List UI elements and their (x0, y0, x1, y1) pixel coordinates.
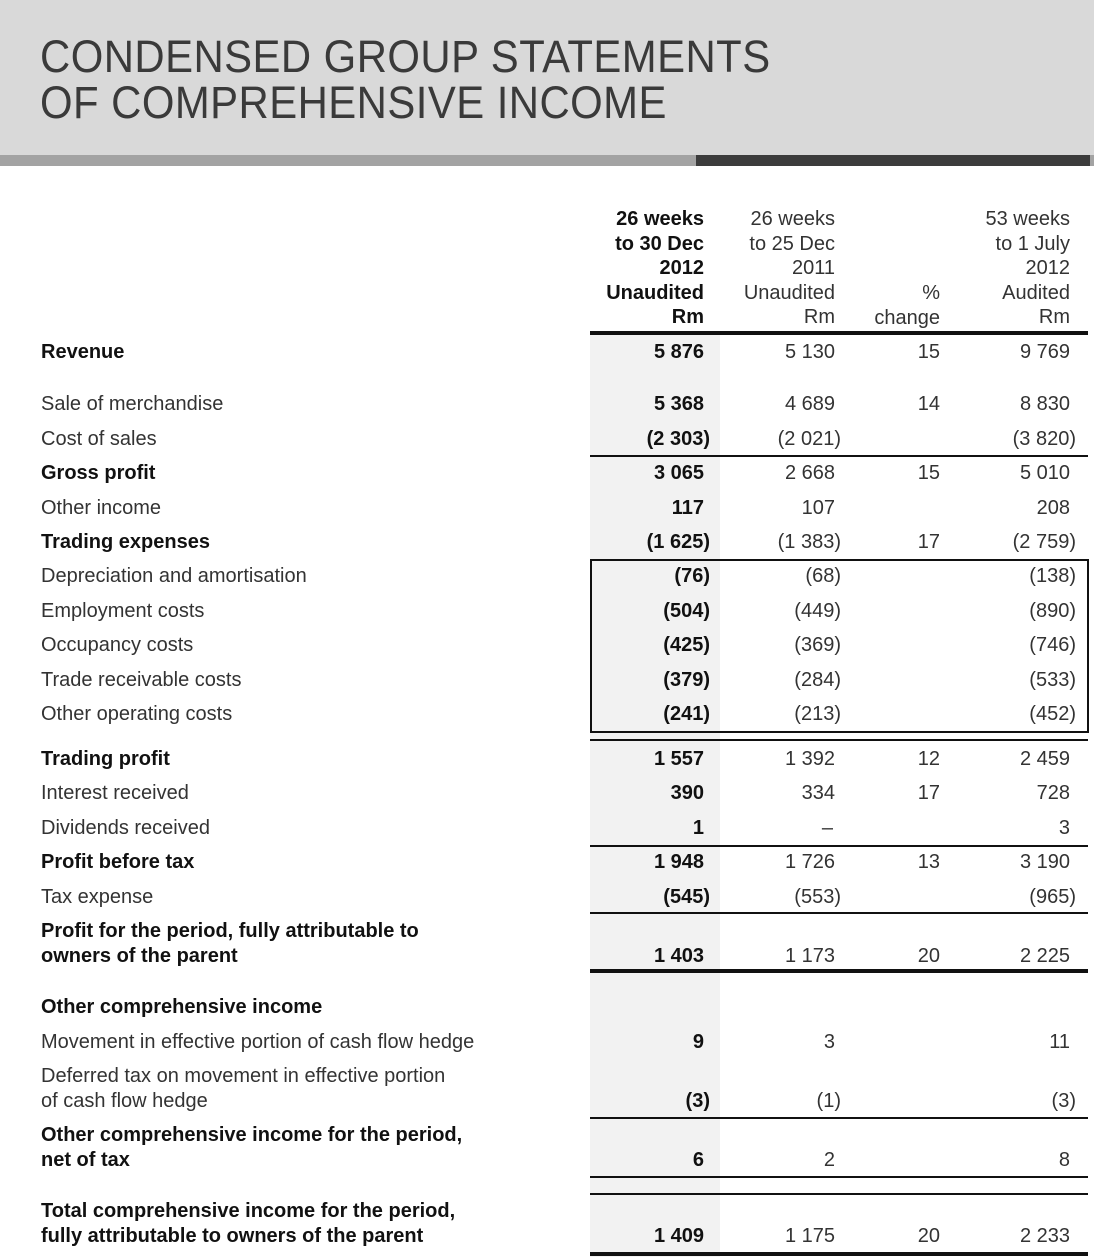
cell-change: 12 (917, 748, 940, 770)
cell-prior: (1) (816, 1090, 841, 1112)
column-header-annual (986, 207, 1071, 330)
cell-annual: (533) (1029, 669, 1076, 691)
cell-annual: (138) (1029, 565, 1076, 587)
column-header-line: Rm (671, 306, 704, 329)
cell-prior: 1 175 (784, 1225, 835, 1247)
row-label-line: net of tax (41, 1149, 130, 1171)
row-label-line: fully attributable to owners of the parent (41, 1225, 424, 1247)
cell-annual: (746) (1029, 634, 1076, 656)
cell-prior: 3 (823, 1031, 835, 1053)
cell-current: 5 368 (653, 393, 704, 415)
cell-prior: (284) (794, 669, 841, 691)
row-label: Occupancy costs (41, 634, 194, 656)
row-label: Employment costs (41, 600, 205, 622)
cell-prior: (1 383) (777, 531, 841, 553)
column-header-line: Unaudited (606, 281, 704, 304)
cell-change: 20 (917, 945, 940, 967)
cell-annual: (890) (1029, 600, 1076, 622)
row-label: Dividends received (41, 817, 210, 839)
page-title (40, 31, 771, 128)
row-label: Trade receivable costs (41, 669, 242, 691)
cell-prior: – (821, 817, 833, 839)
column-header-line: to 25 Dec (749, 232, 835, 255)
row-label: Other operating costs (41, 703, 233, 725)
cell-prior: (449) (794, 600, 841, 622)
cell-prior: (553) (794, 886, 841, 908)
cell-current: 390 (670, 782, 704, 804)
row-label: Gross profit (41, 462, 156, 484)
row-label-line: Other comprehensive income for the period, (41, 1124, 463, 1146)
total-rule (590, 1252, 1088, 1256)
cell-current: (1 625) (646, 531, 710, 553)
cell-prior: 4 689 (784, 393, 835, 415)
row-label: Interest received (41, 782, 189, 804)
column-header-line: 2012 (1025, 257, 1070, 280)
row-label: Cost of sales (41, 428, 157, 450)
section-heading: Other comprehensive income (41, 996, 323, 1018)
cell-current: 1 557 (653, 748, 704, 770)
row-label (41, 919, 419, 969)
row-label: Revenue (41, 341, 125, 363)
column-header-line: to 1 July (995, 232, 1070, 255)
cell-annual: (3 820) (1012, 428, 1076, 450)
cell-annual: 2 459 (1019, 748, 1070, 770)
row-label (41, 1123, 462, 1173)
column-header-line: 53 weeks (985, 208, 1070, 230)
cell-prior: 1 392 (784, 748, 835, 770)
row-label: Movement in effective portion of cash flow hedge (41, 1031, 475, 1053)
divider-bar-end (1090, 155, 1094, 166)
row-label-line: Profit for the period, fully attributable to (41, 920, 419, 942)
cell-current: (76) (674, 565, 710, 587)
subtotal-rule (590, 912, 1088, 914)
row-label-line: Total comprehensive income for the period, (41, 1200, 456, 1222)
subtotal-rule (590, 1176, 1088, 1178)
column-header-line: Unaudited (743, 281, 835, 304)
cell-current: 9 (692, 1031, 704, 1053)
cell-current: (379) (663, 669, 710, 691)
title-line-1: CONDENSED GROUP STATEMENTS (40, 31, 771, 82)
row-label: Depreciation and amortisation (41, 565, 307, 587)
cell-change: 17 (917, 782, 940, 804)
cell-current: (241) (663, 703, 710, 725)
cell-prior: 107 (801, 497, 835, 519)
header-rule (590, 331, 1088, 335)
row-label: Sale of merchandise (41, 393, 224, 415)
column-header-line: 26 weeks (616, 208, 704, 230)
title-line-2: OF COMPREHENSIVE INCOME (40, 77, 667, 128)
column-header-current (606, 207, 704, 330)
cell-prior: 2 668 (784, 462, 835, 484)
divider-bar-light (0, 155, 696, 166)
cell-prior: 5 130 (784, 341, 835, 363)
cell-change: 15 (917, 341, 940, 363)
column-header-line: % (922, 282, 940, 304)
column-header-line: to 30 Dec (615, 232, 704, 255)
cell-annual: 5 010 (1019, 462, 1070, 484)
cell-current: (3) (685, 1090, 710, 1112)
cell-prior: 2 (823, 1149, 835, 1171)
cell-current: 5 876 (653, 341, 704, 363)
subtotal-rule (590, 1193, 1088, 1195)
cell-current: (504) (663, 600, 710, 622)
subtotal-rule (590, 845, 1088, 847)
subtotal-rule (590, 739, 1088, 741)
row-label-line: owners of the parent (41, 945, 238, 967)
cell-prior: 334 (801, 782, 835, 804)
column-header-change (874, 281, 940, 330)
cell-annual: 728 (1036, 782, 1070, 804)
column-header-line: Audited (1002, 281, 1070, 304)
cell-annual: 2 233 (1019, 1225, 1070, 1247)
cell-prior: (213) (794, 703, 841, 725)
column-header-line: change (874, 306, 940, 329)
row-label: Trading profit (41, 748, 170, 770)
cell-current: (425) (663, 634, 710, 656)
column-header-line: 2012 (659, 257, 704, 280)
cell-current: 1 403 (653, 945, 704, 967)
row-label: Trading expenses (41, 531, 210, 553)
cell-current: (2 303) (646, 428, 710, 450)
cell-annual: 8 (1058, 1149, 1070, 1171)
row-label: Tax expense (41, 886, 154, 908)
cell-change: 14 (917, 393, 940, 415)
cell-current: (545) (663, 886, 710, 908)
row-label: Profit before tax (41, 851, 195, 873)
cell-annual: 11 (1049, 1031, 1070, 1053)
row-label (41, 1199, 455, 1249)
total-rule (590, 969, 1088, 973)
cell-current: 3 065 (653, 462, 704, 484)
cell-current: 117 (671, 497, 704, 519)
cell-annual: (3) (1051, 1090, 1076, 1112)
cell-prior: 1 726 (784, 851, 835, 873)
cell-current: 1 409 (653, 1225, 704, 1247)
cell-change: 17 (917, 531, 940, 553)
cell-change: 15 (917, 462, 940, 484)
row-label (41, 1064, 445, 1114)
cell-annual: 208 (1036, 497, 1070, 519)
cell-change: 13 (917, 851, 940, 873)
column-header-line: 2011 (791, 257, 835, 280)
divider-bar-dark (696, 155, 1090, 166)
cell-annual: (965) (1029, 886, 1076, 908)
header-band (0, 0, 1094, 155)
cell-annual: 8 830 (1019, 393, 1070, 415)
row-label: Other income (41, 497, 162, 519)
cell-annual: 3 (1058, 817, 1070, 839)
cell-prior: (68) (805, 565, 841, 587)
subtotal-rule (590, 455, 1088, 457)
row-label-line: Deferred tax on movement in effective portion (41, 1065, 446, 1087)
cell-annual: (452) (1029, 703, 1076, 725)
cell-annual: (2 759) (1012, 531, 1076, 553)
cell-annual: 3 190 (1019, 851, 1070, 873)
cell-change: 20 (917, 1225, 940, 1247)
column-header-line: 26 weeks (750, 208, 835, 230)
cell-current: 1 (692, 817, 704, 839)
column-header-line: Rm (1038, 306, 1070, 329)
subtotal-rule (590, 1117, 1088, 1119)
cell-prior: (369) (794, 634, 841, 656)
cell-annual: 2 225 (1019, 945, 1070, 967)
cell-current: 6 (692, 1149, 704, 1171)
cell-annual: 9 769 (1019, 341, 1070, 363)
column-header-line: Rm (803, 306, 835, 329)
cell-prior: 1 173 (784, 945, 835, 967)
cell-prior: (2 021) (777, 428, 841, 450)
row-label-line: of cash flow hedge (41, 1090, 208, 1112)
cell-current: 1 948 (653, 851, 704, 873)
column-header-prior (744, 207, 835, 330)
